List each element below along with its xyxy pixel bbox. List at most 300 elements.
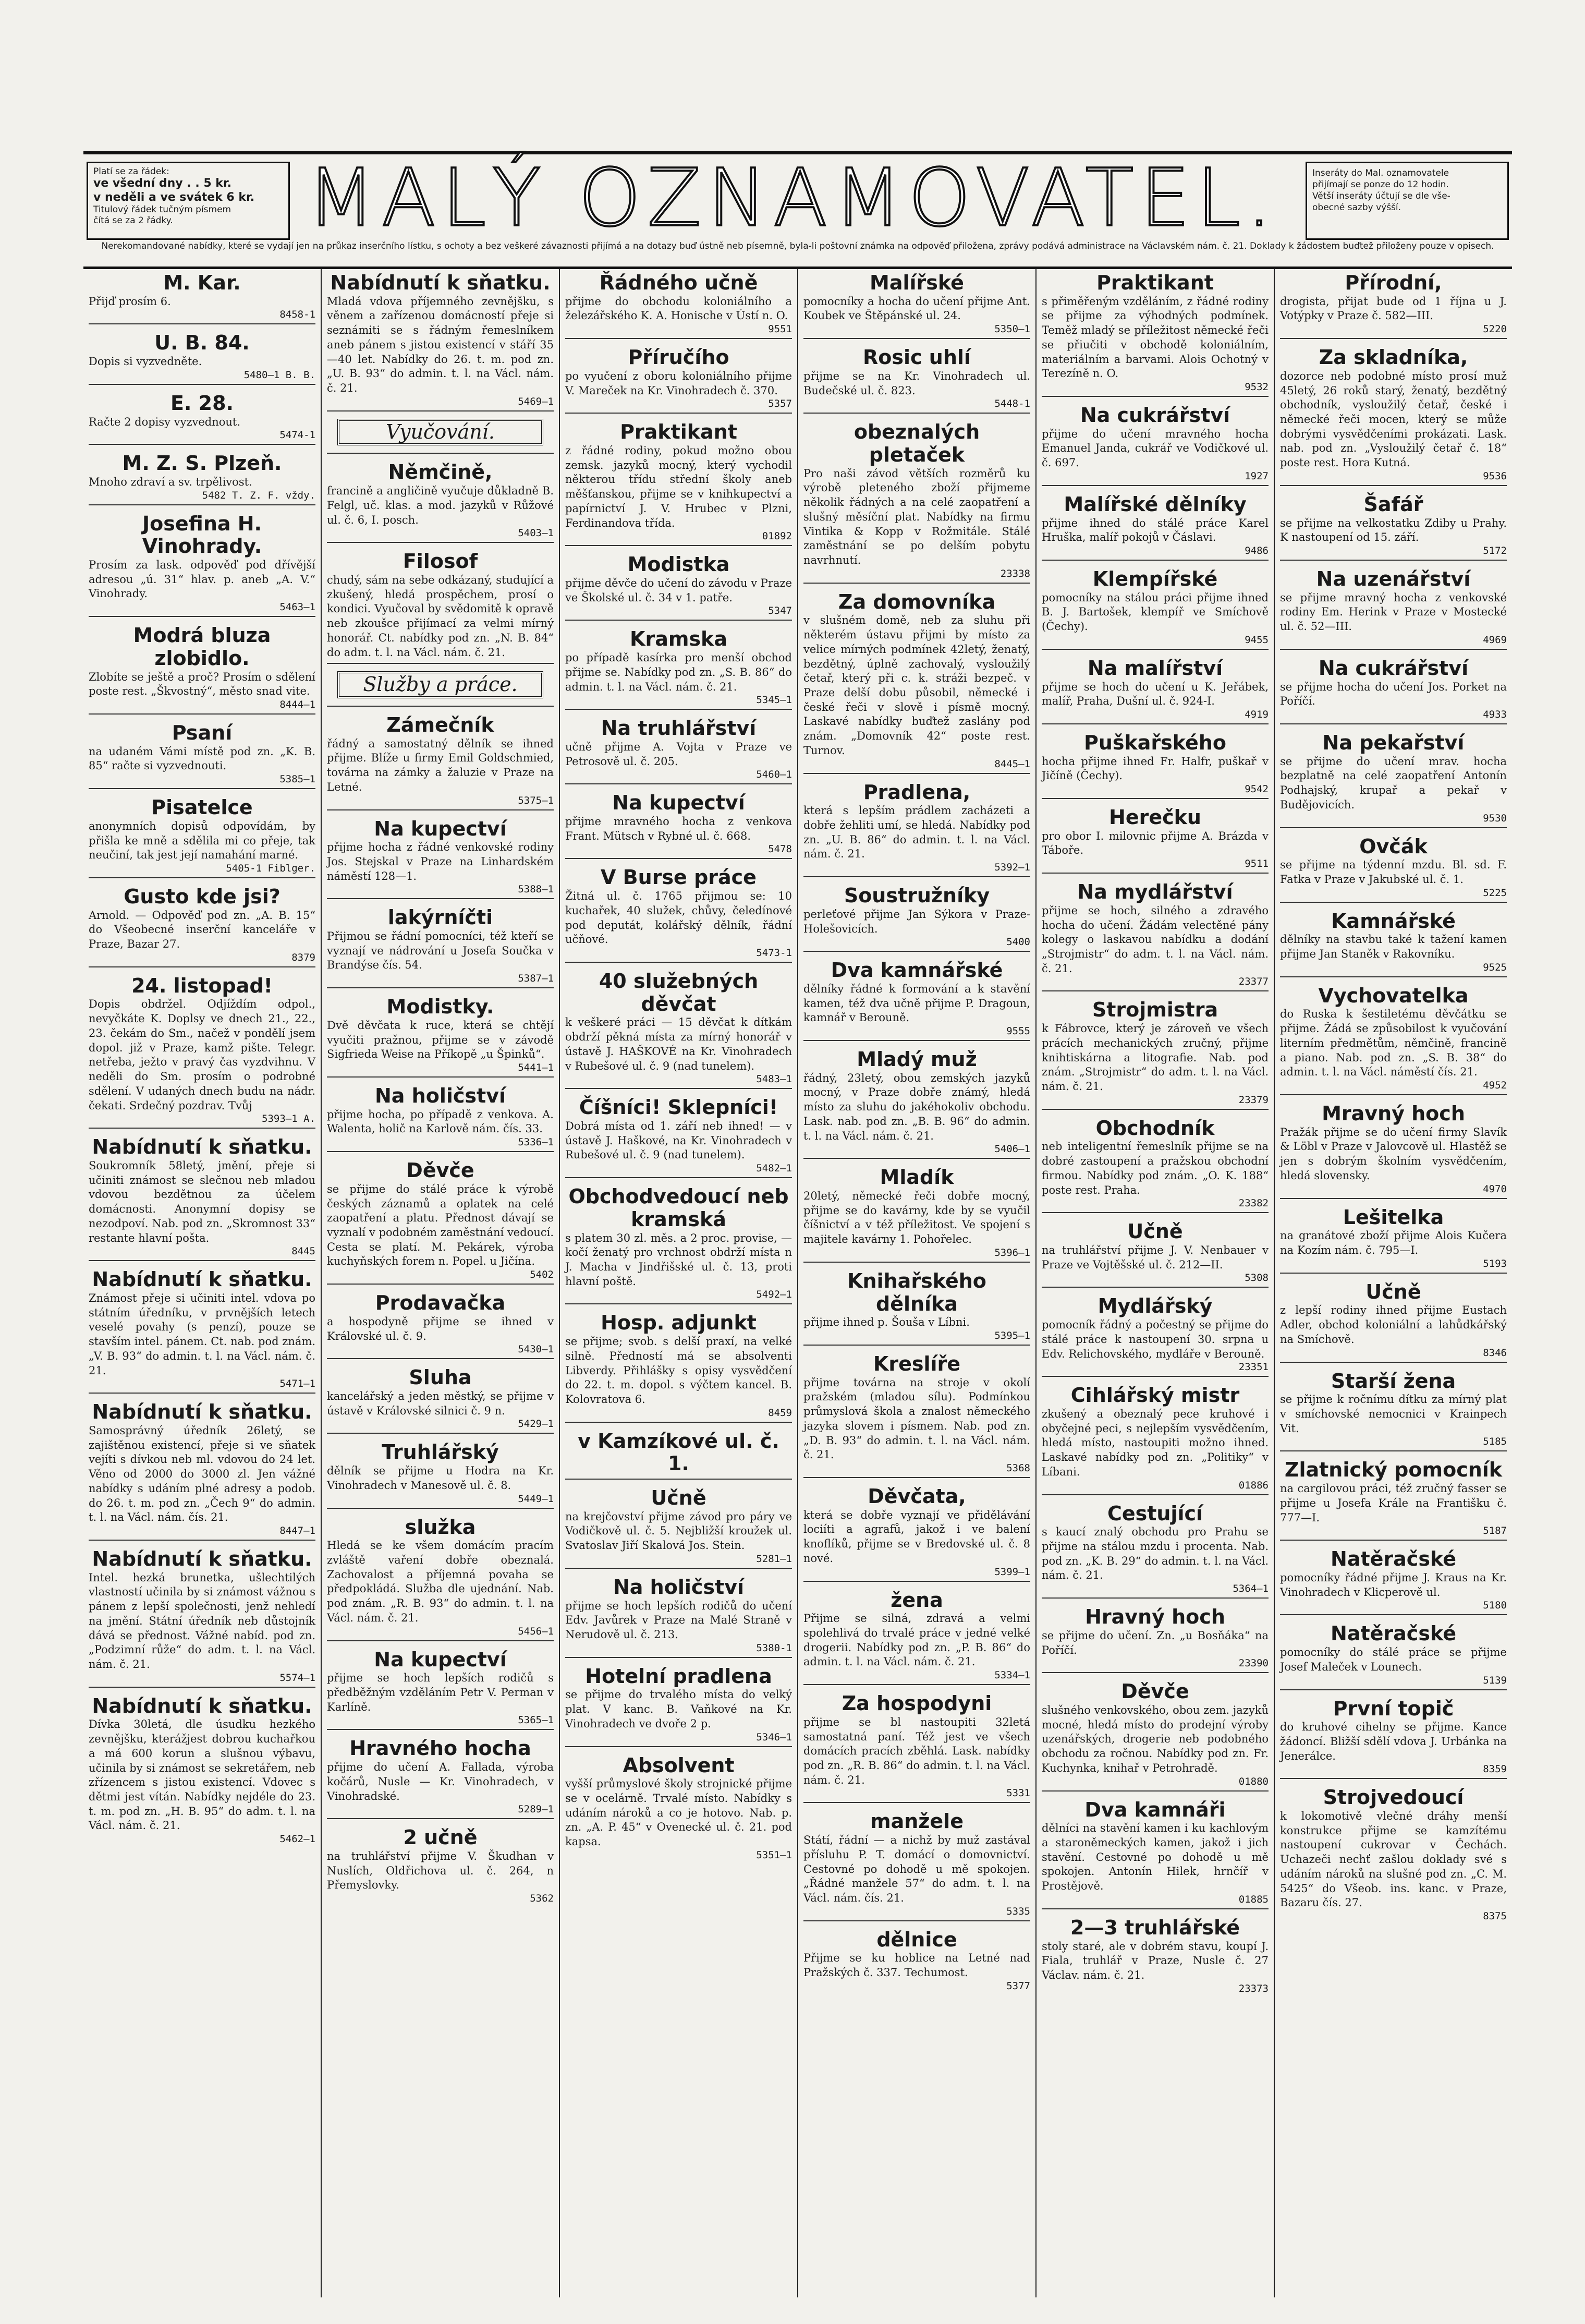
ad-code: 5334—1 (994, 1669, 1030, 1681)
classified-ad (803, 421, 1030, 583)
ad-code: 5388—1 (518, 883, 554, 895)
ad-text: Pro naši závod větších rozměrů ku výrobě pleteného zboží přijmeme několik řádných a na celé zaopatření a slušný měsíční plat. Nabídky na firmu Vintika & Kopp v Rožmitále. Stálé zaměstnání se po delším pobytu navrhnutí. (803, 467, 1030, 566)
classified-ad (89, 1136, 315, 1261)
ad-heading: Cestující (1107, 1502, 1203, 1525)
ad-code: 5385—1 (279, 773, 315, 785)
classified-ad (803, 781, 1030, 878)
ad-heading: Kamnářské (1331, 909, 1456, 933)
ad-text: přijme se na Kr. Vinohradech ul. Budečské ul. č. 823. (803, 369, 1030, 397)
classified-ad (565, 792, 792, 859)
ad-heading: Ovčák (1359, 834, 1428, 858)
ad-code: 5180 (1483, 1600, 1507, 1612)
classified-ad (1042, 806, 1269, 874)
ad-heading: Filosof (403, 550, 478, 573)
ad-heading: Nabídnutí k sňatku. (92, 1694, 312, 1717)
ad-heading: Cihlářský mistr (1070, 1384, 1240, 1407)
ad-text: přijme se bl nastoupiti 32letá samostatná paní. Též jest ve všech domácích pracích zběhlá. Lask. nabídky pod zn. „R. B. 86“ do admin. t. l. na Václ. nám. č. 21. (803, 1715, 1030, 1786)
ad-text: Hledá se ke všem domácím pracím zvláště vaření dobře obeznalá. Zachovalost a příjemná povaha se předpokládá. Služba dle ujednání. Nab. pod znám. „R. B. 93“ do admin. t. l. na Václ. nám. č. 21. (327, 1539, 554, 1624)
classified-ad (1042, 1117, 1269, 1214)
classified-ad (1042, 732, 1269, 799)
ad-code: 5483—1 (756, 1073, 792, 1085)
ad-text: Přijď prosím 6. (89, 295, 171, 308)
insertion-line: obecné sazby výšší. (1312, 202, 1401, 213)
classified-ad (803, 1810, 1030, 1921)
ad-heading: Natěračské (1331, 1547, 1456, 1571)
classified-ad (565, 717, 792, 784)
ad-heading: Na malířství (1087, 656, 1223, 680)
ad-code: 5492—1 (756, 1289, 792, 1301)
ad-text: pomocník řádný a počestný se přijme do stálé práce k nastoupení 30. srpna u Edv. Relichovského, mydláře v Berouně. (1042, 1318, 1269, 1360)
classified-ad (565, 1430, 792, 1480)
classified-ad (1042, 272, 1269, 397)
ad-heading: Herečku (1109, 806, 1201, 829)
ad-text: učně přijme A. Vojta v Praze ve Petrosově ul. č. 205. (565, 740, 792, 768)
ad-code: 01886 (1238, 1479, 1269, 1491)
ad-heading: Praktikant (620, 420, 737, 444)
classified-ad (1042, 1220, 1269, 1288)
classified-ad (1042, 404, 1269, 486)
ad-code: 8375 (1483, 1910, 1507, 1922)
ad-text: přijme se hoch lepších rodičů s předběžným vzděláním Petr V. Perman v Karlíně. (327, 1672, 554, 1713)
ad-heading: Praktikant (1096, 271, 1214, 294)
ad-text: se přijme na velkostatku Zdiby u Prahy. K nastoupení od 15. září. (1280, 516, 1507, 544)
ad-heading: Hravného hocha (349, 1737, 531, 1760)
classified-ad (1280, 1548, 1507, 1615)
ad-heading: Číšníci! Sklepníci! (579, 1096, 778, 1119)
classified-ad (1280, 1206, 1507, 1274)
classified-ad (89, 1548, 315, 1688)
ad-code: 5393—1 A. (262, 1113, 315, 1125)
classified-ad (1042, 1799, 1269, 1909)
classified-ad (1280, 836, 1507, 903)
ad-text: k lokomotivě vlečné dráhy menší konstrukce přijme se kamzítému nastoupení cukrovar v Čechách. Uchazeči nechť zašlou doklady své s udáním nároků na slušné pod zn. „C. M. 5425“ do Všeob. ins. kanc. v Praze, Bazaru čís. 27. (1280, 1810, 1507, 1909)
ad-code: 4969 (1483, 634, 1507, 646)
ad-code: 5172 (1483, 544, 1507, 556)
ad-code: 9511 (1245, 858, 1269, 870)
ad-heading: obeznalých pletaček (854, 420, 980, 466)
ad-heading: Hosp. adjunkt (601, 1311, 757, 1335)
ad-text: na truhlářství přijme J. V. Nenbauer v Praze ve Vojtěšské ul. č. 212—II. (1042, 1244, 1269, 1271)
ad-text: po případě kasírka pro menší obchod přijme se. Nabídky pod zn. „S. B. 86“ do admin. t. l. na Václ. nám. č. 21. (565, 651, 792, 693)
ad-text: dozorce neb podobné místo prosí muž 45letý, 26 roků starý, ženatý, bezdětný obchodník, vysloužilý četař, české i německé řeči mocen, který se může dobrými vysvědčeními prokázati. Lask. nab. pod zn. „Vysloužilý četař č. 18“ poste rest. Hora Kutná. (1280, 369, 1507, 469)
ad-heading: Učně (1365, 1280, 1421, 1303)
ad-text: přijme se hoch lepších rodičů do učení Edv. Javůrek v Praze na Malé Straně v Nerudově ul. č. 213. (565, 1599, 792, 1641)
insertion-info-box (1306, 162, 1509, 240)
ad-code: 01892 (762, 530, 792, 542)
classified-ad (803, 1166, 1030, 1263)
classified-ad (565, 272, 792, 339)
ad-text: Dvě děvčata k ruce, která se chtějí vyučiti pražnou, přijme se v závodě Sigfrieda Weise na Příkopě „u Špinků“. (327, 1019, 554, 1061)
ad-text: k Fábrovce, který je zároveň ve všech prácích mechanických zručný, přijme knihtiskárna a litografie. Nab. pod znám. „Strojmistr“ do adm. t. l. na Václ. nám. č. 21. (1042, 1022, 1269, 1093)
ad-code: 9542 (1245, 783, 1269, 795)
classified-ad (1042, 1384, 1269, 1495)
ad-text: s kaucí znalý obchodu pro Prahu se přijme na stálou mzdu i procenta. Nab. pod zn. „K. B. 29“ do admin. t. l. na Václ. nám. č. 21. (1042, 1526, 1269, 1582)
ad-heading: manžele (870, 1810, 964, 1833)
price-info-box (87, 162, 290, 240)
classified-ad (1042, 568, 1269, 650)
ad-heading: Řádného učně (599, 271, 758, 294)
ad-code: 5463—1 (279, 601, 315, 613)
classified-ad (1280, 1281, 1507, 1363)
ad-code: 5430—1 (518, 1343, 554, 1355)
ad-heading: Mladý muž (857, 1048, 977, 1071)
ad-text: přijme továrna na stroje v okolí pražském (mladou sílu). Podmínkou průmyslová škola a znalost německého jazyka slovem i písmem. Nab. pod zn. „D. B. 93“ do admin. t. l. na Václ. nám. č. 21. (803, 1376, 1030, 1461)
ad-heading: Absolvent (623, 1753, 735, 1777)
classified-ad (327, 818, 554, 900)
ad-heading: Za skladníka, (1319, 346, 1468, 369)
ad-text: přijme hocha, po případě z venkova. A. Walenta, holič na Karlově nám. čís. 33. (327, 1108, 554, 1135)
ad-text: se přijme mravný hocha z venkovské rodiny Em. Herink v Praze v Mostecké ul. č. 52—III. (1280, 591, 1507, 633)
ad-text: a hospodyně přijme se ihned v Královské ul. č. 9. (327, 1315, 554, 1342)
ad-code: 5474-1 (279, 429, 315, 441)
ad-code: 5469—1 (518, 395, 554, 407)
classified-ad (565, 628, 792, 710)
ad-heading: Nabídnutí k sňatku. (92, 1400, 312, 1424)
ad-heading: Modistka (627, 553, 730, 576)
ad-column (798, 269, 1037, 2297)
classified-ad (89, 1268, 315, 1394)
ad-heading: Strojmistra (1092, 998, 1218, 1022)
classified-ad (327, 1292, 554, 1359)
ad-heading: 40 služebných děvčat (599, 970, 759, 1015)
classified-ad (327, 1737, 554, 1819)
ad-heading: Vychovatelka (1318, 984, 1469, 1007)
ad-code: 5448-1 (994, 398, 1030, 410)
ad-text: Intel. hezká brunetka, ušlechtilých vlastností učinila by si známost vážnou s pánem z lepší společnosti, jenž nehledí na jmění. Státní úředník neb důstojník dává se přednost. Vážné nabíd. pod zn. „Podzimní růže“ do adm. t. l. na Václ. nám. č. 21. (89, 1571, 315, 1671)
classified-ad (565, 1487, 792, 1569)
ad-code: 23377 (1238, 976, 1269, 988)
ad-heading: Obchodvedoucí neb kramská (568, 1185, 789, 1231)
ad-text: pomocníky a hocha do učení přijme Ant. Koubek ve Štěpánské ul. 24. (803, 295, 1030, 322)
ad-code: 5482 T. Z. F. vždy. (202, 489, 315, 501)
ad-code: 5471—1 (279, 1378, 315, 1390)
classified-ad (89, 452, 315, 505)
ad-code: 8359 (1483, 1763, 1507, 1775)
classified-ad (803, 1929, 1030, 1995)
ad-heading: Lešitelka (1343, 1205, 1444, 1229)
classified-ad (1042, 1606, 1269, 1673)
price-line: ve všední dny . . 5 kr. (93, 177, 231, 190)
ad-heading: Za hospodyni (842, 1692, 992, 1715)
ad-heading: Na cukrářství (1318, 656, 1469, 680)
ad-heading: dělnice (876, 1928, 957, 1951)
ad-text: Přijmou se řádní pomocníci, též kteří se vyznají ve nádrování u Josefa Součka v Brandýse čís. 54. (327, 930, 554, 972)
ad-heading: Nabídnutí k sňatku. (92, 1135, 312, 1159)
ad-text: přijme do učení A. Fallada, výroba kočárů, Nusle — Kr. Vinohradech, v Vinohradské. (327, 1761, 554, 1802)
ad-heading: Puškařského (1084, 731, 1226, 754)
ad-code: 5365—1 (518, 1714, 554, 1726)
ad-text: do kruhové cihelny se přijme. Kance žádoncí. Bližší sdělí vdova J. Urbánka na Jenerálce. (1280, 1721, 1507, 1762)
ad-text: Mnoho zdraví a sv. trpělivost. (89, 475, 252, 488)
classified-ad (327, 671, 554, 707)
classified-ad (803, 1353, 1030, 1478)
ad-code: 5335 (1006, 1905, 1030, 1917)
classified-ad (89, 886, 315, 967)
ad-code: 9536 (1483, 470, 1507, 482)
classified-ad (327, 1159, 554, 1285)
ad-heading: Přírodní, (1345, 271, 1442, 294)
ad-code: 5336—1 (518, 1136, 554, 1148)
ad-code: 5193 (1483, 1257, 1507, 1269)
ad-heading: Zámečník (386, 713, 494, 736)
ad-code: 5289—1 (518, 1803, 554, 1815)
ad-heading: Děvče (1121, 1680, 1189, 1703)
ad-heading: E. 28. (170, 391, 234, 415)
ad-text: přijme děvče do učení do závodu v Praze ve Školské ul. č. 34 v 1. patře. (565, 576, 792, 604)
classified-ad (1280, 493, 1507, 561)
ad-code: 5308 (1245, 1272, 1269, 1284)
ad-text: s přiměřeným vzděláním, z řádné rodiny se přijme za výhodných podmínek. Teměž mladý se příležitost německé řeči se přiučiti v obchodě koloniálním, materiálním a barvami. Alois Ochotný v Terezíně n. O. (1042, 295, 1269, 380)
ad-text: Dopis si vyzvedněte. (89, 355, 202, 368)
classified-ad (1280, 1370, 1507, 1452)
classified-ad (565, 421, 792, 546)
ad-code: 5462—1 (279, 1833, 315, 1845)
ad-heading: Natěračské (1331, 1622, 1456, 1645)
classified-ad (1280, 985, 1507, 1095)
ad-code: 23338 (1000, 567, 1030, 579)
ad-heading: Vyučování. (337, 419, 543, 446)
ad-code: 9530 (1483, 812, 1507, 824)
ad-column (83, 269, 322, 2297)
section-header (83, 151, 1512, 269)
classified-ad (565, 346, 792, 414)
ad-text: kancelářský a jeden městký, se přijme v ústavě v Královské silnici č. 9 n. (327, 1389, 554, 1417)
ad-heading: Šafář (1363, 492, 1423, 516)
classified-ad (1280, 1698, 1507, 1780)
ad-heading: Příručího (628, 346, 729, 369)
ad-text: na granátové zboží přijme Alois Kučera na Kozím nám. č. 795—I. (1280, 1229, 1507, 1256)
ad-heading: Nabídnutí k sňatku. (92, 1547, 312, 1570)
classified-ad (803, 959, 1030, 1041)
ad-heading: Gusto kde jsi? (124, 885, 281, 908)
ad-heading: 2—3 truhlářské (1070, 1916, 1240, 1939)
classified-ad (1042, 1503, 1269, 1599)
ad-text: na udaném Vámi místě pod zn. „K. B. 85“ račte si vyzvednouti. (89, 745, 315, 772)
ad-code: 5429—1 (518, 1418, 554, 1430)
ad-code: 5482—1 (756, 1163, 792, 1175)
ad-code: 5574—1 (279, 1672, 315, 1684)
ad-text: francině a angličině vyučuje důkladně B. Felgl, uč. klas. a mod. jazyků v Růžové ul. č. 6, I. posch. (327, 485, 554, 526)
ad-code: 5185 (1483, 1436, 1507, 1448)
ad-code: 5460—1 (756, 769, 792, 781)
ad-text: která se dobře vyznají ve přidělávání lociíti a agrafů, jakož i ve balení knoflíků, přijme se v Bredovské ul. č. 8 nové. (803, 1508, 1030, 1565)
ad-code: 5345—1 (756, 694, 792, 706)
ad-heading: Prodavačka (375, 1291, 506, 1315)
ad-code: 5456—1 (518, 1625, 554, 1637)
classified-ad (565, 553, 792, 621)
ad-text: dělníci na stavění kamen i ku kachlovým a staroněmeckých kamen, jakož i jich stavění. Cestovné po dohodě u mě spokojen. Antonín Hilek, hrnčíř v Prostějově. (1042, 1822, 1269, 1893)
ad-text: vyšší průmyslové školy strojnické přijme se v ocelárně. Trvalé místo. Nabídky s udáním nároků a co je hotovo. Nab. p. zn. „A. P. 45“ v Ovenecké ul. č. 21. pod kapsa. (565, 1777, 792, 1848)
price-line: Titulový řádek tučným písmem (93, 204, 231, 215)
ad-text: se přijme do učení mrav. hocha bezplatně na celé zaopatření Antonín Podhajský, krupař a pekař v Budějovicích. (1280, 755, 1507, 811)
ad-heading: Pisatelce (151, 796, 253, 819)
classified-ad (1280, 346, 1507, 486)
ad-heading: První topič (1333, 1697, 1454, 1720)
ad-heading: M. Kar. (163, 271, 241, 294)
ad-heading: Knihařského dělníka (847, 1269, 986, 1315)
ad-code: 4952 (1483, 1080, 1507, 1092)
ad-text: na krejčovství přijme závod pro páry ve Vodičkově ul. č. 5. Nejbližší kroužek ul. Svatoslav Jiří Skalová Jos. Stein. (565, 1510, 792, 1552)
classified-ad (1280, 568, 1507, 650)
ad-code: 5396—1 (994, 1246, 1030, 1258)
ad-heading: Hravný hoch (1085, 1605, 1225, 1629)
ad-heading: Děvčata, (868, 1485, 966, 1508)
ad-code: 8458-1 (279, 309, 315, 321)
classified-ad (565, 1312, 792, 1422)
ad-text: která s lepším prádlem zacházeti a dobře žehliti umí, se hledá. Nabídky pod zn. „U. B. 86“ do admin. t. l. na Václ. nám. č. 21. (803, 804, 1030, 861)
ad-code: 8459 (768, 1407, 792, 1419)
ad-code: 4919 (1245, 708, 1269, 720)
ad-heading: Starší žena (1331, 1369, 1456, 1393)
ad-text: přijme do učení mravného hocha Emanuel Janda, cukrář ve Vodičkové ul. č. 697. (1042, 427, 1269, 469)
ad-code: 5139 (1483, 1674, 1507, 1686)
classified-ad (327, 272, 554, 411)
ad-text: se přijme k ročnímu dítku za mírný plat v smíchovské nemocnici v Krainpech Vit. (1280, 1393, 1507, 1435)
ad-text: Mladá vdova příjemného zevnějšku, s věnem a zařízenou domácností přeje si seznámiti se s řádným řemeslníkem aneb pánem s jistou existencí v stáří 35—40 let. Nabídky do 26. t. m. pod zn. „U. B. 93“ do admin. t. l. na Václ. nám. č. 21. (327, 295, 554, 394)
classified-ad (565, 970, 792, 1089)
ad-heading: Obchodník (1095, 1116, 1215, 1140)
ad-heading: Truhlářský (382, 1441, 499, 1464)
classified-ad (327, 1441, 554, 1508)
ad-text: Pražák přijme se do učení firmy Slavík & Löbl v Praze v Jalovcově ul. Hlastěž se jen s dobrým školním vysvědčením, hledá slovensky. (1280, 1125, 1507, 1182)
ad-code: 9486 (1245, 544, 1269, 556)
classified-ad (565, 866, 792, 963)
ad-text: Soukromník 58letý, jmění, přeje si učiniti známost se slečnou neb mladou vdovou bezdětnou za účelem domácnosti. Anonymní dopisy se nezodpoví. Nab. pod zn. „Skromnost 33“ restante hlavní pošta. (89, 1159, 315, 1244)
ad-code: 5357 (768, 398, 792, 410)
ad-code: 5387—1 (518, 973, 554, 985)
ad-heading: Na truhlářství (601, 717, 757, 740)
ad-code: 5368 (1006, 1462, 1030, 1474)
ad-code: 5377 (1006, 1980, 1030, 1992)
ad-text: slušného venkovského, obou zem. jazyků mocné, hledá místo do prodejní výroby uzenářských, drogerie neb podobného obchodu za ročnou. Nabídky pod zn. Fr. Kuchynka, knihař v Petrohradě. (1042, 1703, 1269, 1774)
ad-text: Známost přeje si učiniti intel. vdova po státním úředníku, v prvnějších letech veselé povahy (s penzí), pouze se stavším intel. pánem. Ct. nab. pod znám. „V. B. 93“ do admin. t. l. na Václ. nám. č. 21. (89, 1291, 315, 1377)
ad-code: 9551 (768, 323, 792, 335)
ad-code: 23373 (1238, 1982, 1269, 1994)
price-line: čítá se za 2 řádky. (93, 215, 173, 226)
ad-heading: Kreslíře (873, 1352, 961, 1375)
ad-heading: služka (405, 1515, 476, 1539)
classified-ad (1280, 657, 1507, 724)
ad-text: v slušném domě, neb za sluhu při některém ústavu přijmi by místo za velice mírných podmínek 42letý, ženatý, bezdětný, úplně zachovalý, vysloužilý četař, který při c. k. stráži bezpeč. v Praze delší dobu působil, německé i české řeči v slově i písmě mocný. Laskavé nabídky buďtež zaslány pod znám. „Domovník 42“ poste rest. Turnov. (803, 614, 1030, 757)
ad-heading: Na holičství (613, 1575, 744, 1599)
classified-ad (89, 1401, 315, 1541)
classified-ad (1280, 732, 1507, 828)
ad-code: 8379 (291, 951, 315, 963)
ad-text: přijme do obchodu koloniálního a železářského K. A. Honische v Ústí n. O. (565, 295, 792, 322)
ad-code: 5392—1 (994, 862, 1030, 874)
ad-text: se přijme do trvalého místa do velký plat. V kanc. B. Vaňkové na Kr. Vinohradech ve dvoře 2 p. (565, 1688, 792, 1730)
classified-ad (327, 714, 554, 810)
ad-text: dělníky řádné k formování a k stavění kamen, též dva učně přijme P. Dragoun, kamnář v Berouně. (803, 982, 1030, 1024)
ad-heading: Klempířské (1092, 567, 1218, 590)
ad-heading: Zlatnický pomocník (1284, 1458, 1503, 1482)
ad-heading: Služby a práce. (337, 671, 543, 698)
ad-text: z lepší rodiny ihned přijme Eustach Adler, obchod koloniální a lahůdkářský na Smíchově. (1280, 1304, 1507, 1346)
classified-ad (327, 461, 554, 543)
classified-ad (327, 996, 554, 1078)
ad-heading: V Burse práce (601, 866, 757, 889)
ad-heading: lakýrníčti (387, 906, 493, 929)
ad-text: Dobrá místa od 1. září neb ihned! — v ústavě J. Haškové, na Kr. Vinohradech v Rubešové ul. č. 9 (nad tunelem). (565, 1119, 792, 1161)
ad-code: 23390 (1238, 1657, 1269, 1669)
classified-ad (803, 272, 1030, 339)
ad-heading: Malířské dělníky (1064, 492, 1247, 516)
ad-text: z řádné rodiny, pokud možno obou zemsk. jazyků mocný, který vychodil některou třídu střední školy aneb měšťanskou, přijme se v knihkupectví a papírnictví J. V. Hrubec v Plzni, Ferdinandova třída. (565, 444, 792, 529)
ad-text: Račte 2 dopisy vyzvednout. (89, 415, 241, 428)
ad-code: 9455 (1245, 634, 1269, 646)
ad-code: 8445—1 (994, 758, 1030, 770)
ad-heading: U. B. 84. (154, 331, 250, 355)
classified-ad (803, 346, 1030, 414)
classified-ad (1280, 910, 1507, 977)
classified-ad (803, 591, 1030, 774)
ad-text: Přijme se silná, zdravá a velmi spolehlivá do trvalé práce v jedné velké drogerii. Nabídky pod zn. „P. B. 86“ do admin. t. l. na Václ. nám. č. 21. (803, 1612, 1030, 1668)
classified-ad (327, 1366, 554, 1434)
ad-code: 01885 (1238, 1893, 1269, 1905)
ad-text: Žitná ul. č. 1765 přijmou se: 10 kuchařek, 40 služek, chůvy, čeledínové pod deputát, kolářský dělník, řádní učňové. (565, 890, 792, 946)
ad-text: zkušený a obeznalý pece kruhové i obyčejné peci, s nejlepším vysvědčením, hledá místo, nastoupiti možno ihned. Laskavé nabídky pod zn. „Politiky“ v Líbani. (1042, 1407, 1269, 1478)
classified-ad (327, 550, 554, 664)
ad-text: Dívka 30letá, dle úsudku hezkého zevnějšku, kterážjest dobrou kuchařkou a má 600 korun a slušnou výbavu, učinila by si známost se sekretářem, neb zřízencem s jistou existencí. Vdovec s dětmi jest vítán. Nabídky nejdéle do 23. t. m. pod zn. „H. B. 95“ do adm. t. l. na Václ. nám. č. 21. (89, 1718, 315, 1832)
classified-ad (565, 1665, 792, 1747)
ad-code: 5187 (1483, 1525, 1507, 1537)
ad-code: 5478 (768, 843, 792, 855)
classified-ad (89, 624, 315, 715)
classified-ad (327, 1085, 554, 1152)
ad-text: se přijme do stálé práce k výrobě českých záznamů a oplatek na celé zaopatření a platu. Přednost dávají se vyznalí v podobném zaměstnání vedoucí. Cesta se platí. M. Pekárek, výroba kuchyňských forem n. Popel. u Jičína. (327, 1182, 554, 1268)
ad-heading: Hotelní pradlena (585, 1664, 772, 1688)
ad-heading: Na kupectví (374, 1648, 507, 1671)
ad-code: 23382 (1238, 1197, 1269, 1209)
ad-text: hocha přijme ihned Fr. Halfr, puškař v Jičíně (Čechy). (1042, 755, 1269, 782)
classified-ad (1280, 272, 1507, 339)
classified-ad (803, 1692, 1030, 1803)
ad-column (560, 269, 798, 2297)
ad-heading: Na mydlářství (1077, 880, 1233, 904)
ad-code: 5346—1 (756, 1731, 792, 1743)
ad-code: 9555 (1006, 1025, 1030, 1037)
ad-code: 4933 (1483, 708, 1507, 720)
ad-text: k veškeré práci — 15 děvčat k dítkám obdrží pěkná místa za mírný honorář v ústavě J. HAŠKOVÉ na Kr. Vinohradech v Rubešové ul. č. 9 (nad tunelem). (565, 1016, 792, 1072)
ad-heading: Sluha (409, 1366, 472, 1389)
ad-heading: Dva kamnáři (1084, 1798, 1226, 1821)
ad-text: se přijme hocha do učení Jos. Porket na Poříčí. (1280, 680, 1507, 708)
classified-ad (89, 722, 315, 789)
ad-text: Samosprávný úředník 26letý, se zajištěnou existencí, přeje si ve sňatek vejíti s dívkou neb ml. vdovou do 24 let. Věno od 2000 do 3000 zl. Jen vážné nabídky s udáním plné adresy a podob. do 26. t. m. pod zn. „Čech 9“ do admin. t. l. na Václ. nám. čís. 21. (89, 1424, 315, 1524)
ad-heading: žena (891, 1588, 943, 1612)
classified-ad (327, 1826, 554, 1907)
ad-heading: Nabídnutí k sňatku. (92, 1268, 312, 1291)
ad-heading: Modrá bluza zlobidlo. (133, 624, 271, 670)
ad-code: 5403—1 (518, 527, 554, 539)
ad-columns (83, 269, 1512, 2297)
ad-heading: Mladík (880, 1166, 954, 1189)
ad-text: přijme se hoch do učení u K. Jeřábek, malíř, Praha, Dušní ul. č. 924-I. (1042, 680, 1269, 708)
ad-code: 5402 (530, 1269, 554, 1281)
ad-code: 5375—1 (518, 794, 554, 806)
ad-code: 5347 (768, 605, 792, 617)
ad-text: 20letý, německé řeči dobře mocný, přijme se do kavárny, kde by se vyučil číšnictví a v též příležitost. Ve spojení s majitele kavárny 1. Pohořelec. (803, 1190, 1030, 1246)
ad-text: Prosím za lask. odpověď pod dřívější adresou „ú. 31“ hlav. p. aneb „A. V.“ Vinohrady. (89, 559, 315, 600)
classified-ad (1280, 1459, 1507, 1541)
classified-ad (89, 1695, 315, 1848)
classified-ad (89, 796, 315, 878)
classified-ad (1042, 1680, 1269, 1791)
ad-code: 5351—1 (756, 1849, 792, 1861)
ad-text: Zlobíte se ještě a proč? Prosím o sdělení poste rest. „Škvostný“, město snad vite. (89, 670, 315, 698)
ad-heading: 2 učně (403, 1826, 478, 1849)
ad-code: 5406—1 (994, 1143, 1030, 1155)
